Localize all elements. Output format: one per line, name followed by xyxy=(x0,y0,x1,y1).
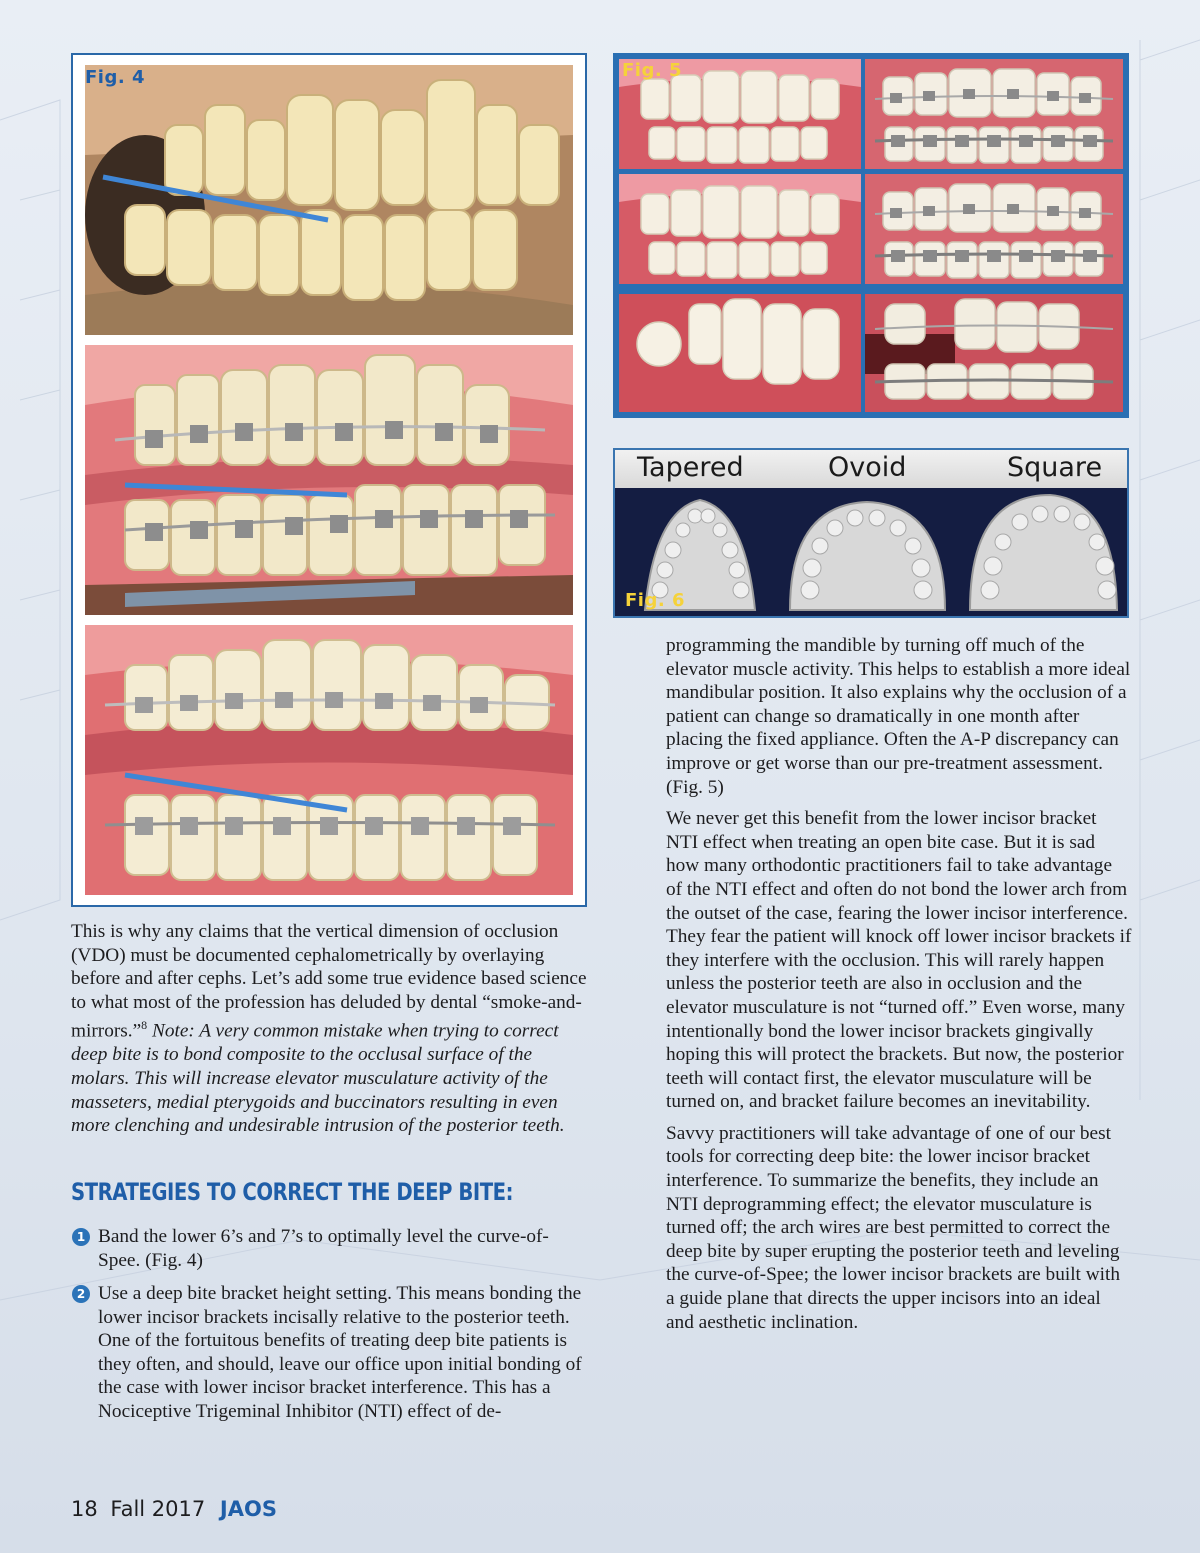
intro-paragraph: This is why any claims that the vertical dimension of occlusion (VDO) must be documented cephalometrically by overlaying before and after cephs. Let’s add some true evidence based science to what most of the profession has deluded by dental “smoke-and-mirrors.”$^8$ Note: A very common mistake when trying to correct deep bite is to bond composite to the occlusal surface of the molars. This will increase elevator musculature activity of the masseters, medial pterygoids and buccinators resulting in even more clenching and undesirable intrusion of the posterior teeth. xyxy=(71,921,587,1137)
issue-label: Fall 2017 xyxy=(110,1497,206,1521)
list-item-1-text: Band the lower 6’s and 7’s to optimally level the curve-of-Spee. (Fig. 4) xyxy=(98,1226,549,1271)
arch-label-tapered: Tapered xyxy=(637,452,744,483)
page-number: 18 xyxy=(71,1497,98,1521)
figure-4 xyxy=(71,53,587,907)
fig5-label: Fig. 5 xyxy=(622,60,682,81)
figure-6 xyxy=(613,448,1129,618)
arch-label-ovoid: Ovoid xyxy=(828,452,907,483)
footnote-ref: 8 xyxy=(141,1018,148,1033)
section-heading: STRATEGIES TO CORRECT THE DEEP BITE: xyxy=(71,1178,513,1206)
right-column-text xyxy=(666,634,1132,1342)
fig4-photo-braces-initial xyxy=(85,345,573,615)
fig4-photo-braces-leveled xyxy=(85,625,573,895)
fig4-photo-untreated-bite xyxy=(85,65,573,335)
arch-label-square: Square xyxy=(1007,452,1103,483)
page-footer xyxy=(71,1497,277,1521)
right-paragraph-2: We never get this benefit from the lower incisor bracket NTI effect when treating an open bite case. But it is sad how many orthodontic practitioners fail to take advantage of the NTI effect and often do not bond the lower arch from the outset of the case, fearing the lower incisor interference. They fear the patient will knock off lower incisor brackets if they interfere with the occlusion. This will rarely happen unless the posterior teeth are also in occlusion and the elevator musculature is not “turned off.” Even worse, many intentionally bond the lower incisor brackets gingivally hoping this will protect the brackets. But now, the posterior teeth will contact first, the elevator musculature will be turned on, and bracket failure becomes an inevitability. xyxy=(666,808,1132,1113)
journal-name: JAOS xyxy=(219,1497,277,1521)
note-italic: Note: A very common mistake when trying to correct deep bite is to bond composite to the occlusal surface of the molars. This will increase elevator musculature activity of the masseters, medial pterygoids and buccinators resulting in even more clenching and undesirable intrusion of the posterior teeth. xyxy=(71,1020,565,1137)
bullet-number-2: 2 xyxy=(72,1285,90,1303)
list-item-2 xyxy=(76,1282,588,1424)
left-column-text xyxy=(71,920,587,1146)
fig6-header-bar xyxy=(615,450,1127,488)
fig5-photo-grid xyxy=(616,56,1126,415)
figure-5 xyxy=(613,53,1129,418)
bullet-number-1: 1 xyxy=(72,1228,90,1246)
fig6-label: Fig. 6 xyxy=(625,590,685,611)
right-paragraph-3: Savvy practitioners will take advantage of one of our best tools for correcting deep bite: the lower incisor bracket interference. To summarize the benefits, they include an NTI deprogramming effect; the elevator musculature is turned off; the arch wires are best permitted to correct the deep bite by super erupting the posterior teeth and leveling the curve-of-Spee; the lower incisor brackets are built with a guide plane that directs the upper incisors into an ideal and aesthetic inclination. xyxy=(666,1122,1121,1333)
fig4-label: Fig. 4 xyxy=(85,67,145,88)
right-paragraph-1: programming the mandible by turning off much of the elevator muscle activity. This helps to establish a more ideal mandibular position. It also explains why the occlusion of a patient can change so dramatically in one month after placing the fixed appliance. Often the A-P discrepancy can improve or get worse than our pre-treatment assessment. (Fig. 5) xyxy=(666,635,1131,798)
list-item-2-text: Use a deep bite bracket height setting. This means bonding the lower incisor brackets incisally relative to the posterior teeth. One of the fortuitous benefits of treating deep bite patients is they often, and should, leave our office upon initial bonding of the case with lower incisor bracket interference. This has a Nociceptive Trigeminal Inhibitor (NTI) effect of de- xyxy=(98,1283,582,1422)
list-item-1 xyxy=(76,1225,588,1272)
